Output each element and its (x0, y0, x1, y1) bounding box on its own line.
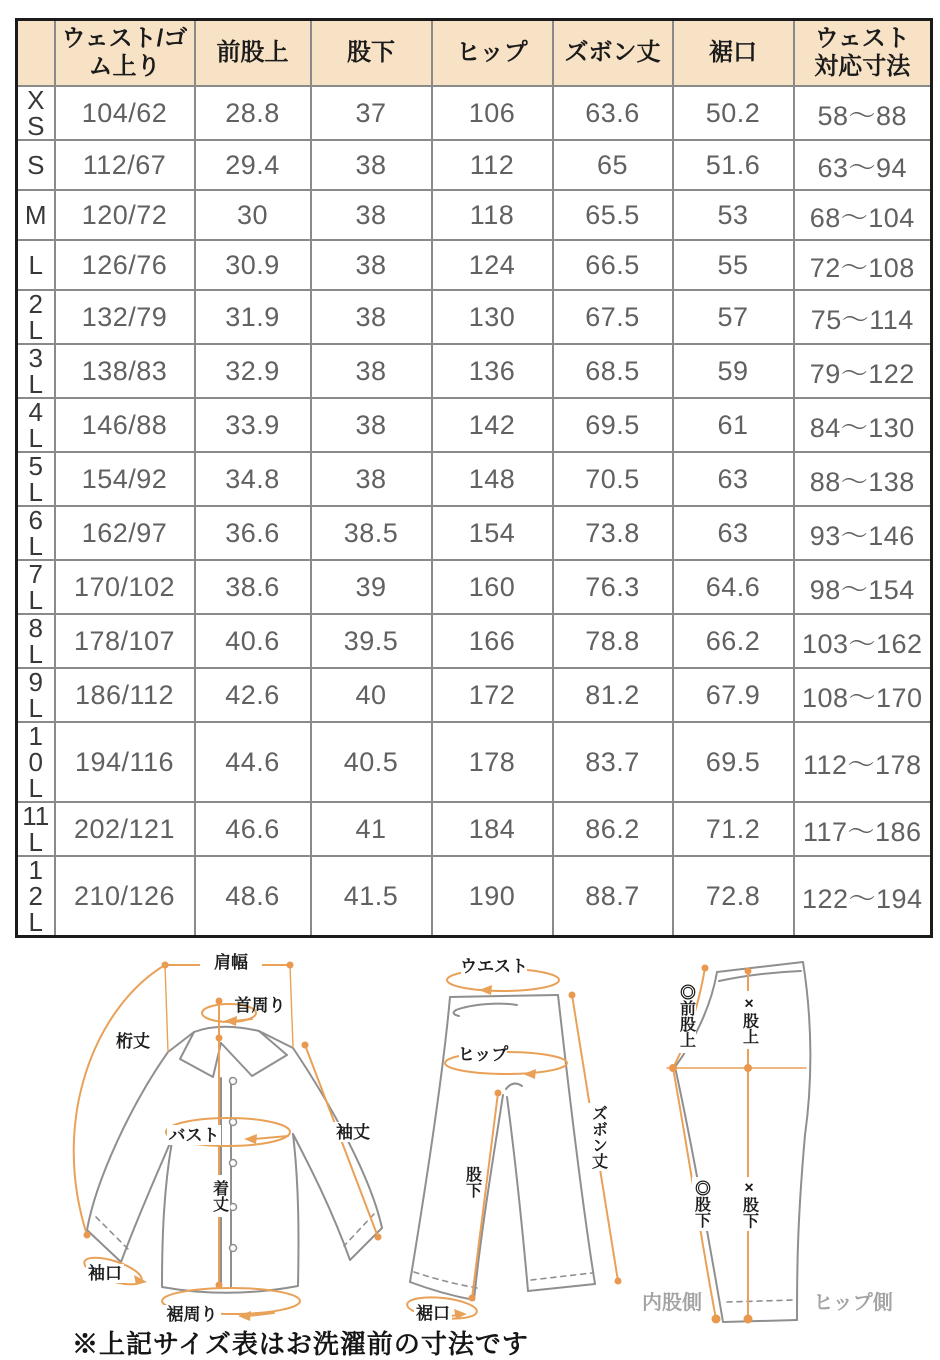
measurement-cell: 71.2 (673, 802, 794, 856)
measurement-cell: 34.8 (195, 452, 311, 506)
column-header: ウェスト/ゴム上り (55, 20, 195, 87)
corner-cell (17, 20, 55, 87)
measurement-cell: 59 (673, 344, 794, 398)
label-sleeve-length: 袖丈 (336, 1123, 370, 1142)
measurement-cell: 63〜94 (794, 140, 932, 190)
measurement-cell: 53 (673, 190, 794, 240)
label-hem-around: 裾周り (166, 1305, 218, 1324)
measurement-cell: 38 (311, 240, 432, 290)
measurement-cell: 63.6 (553, 86, 673, 140)
measurement-cell: 178 (432, 722, 553, 802)
label-hem-opening: 裾口 (416, 1304, 450, 1323)
size-label: 5L (17, 452, 55, 506)
measurement-cell: 194/116 (55, 722, 195, 802)
measurement-cell: 39.5 (311, 614, 432, 668)
measurement-cell: 120/72 (55, 190, 195, 240)
table-row (17, 614, 932, 668)
size-label: 8L (17, 614, 55, 668)
size-label: 11L (17, 802, 55, 856)
measurement-cell: 84〜130 (794, 398, 932, 452)
label-rise: ×股上 (740, 995, 758, 1045)
label-hip-side: ヒップ側 (813, 1292, 893, 1314)
size-label: 10L (17, 722, 55, 802)
measurement-cell: 202/121 (55, 802, 195, 856)
label-hip: ヒップ (457, 1045, 509, 1064)
measurement-cell: 36.6 (195, 506, 311, 560)
measurement-cell: 106 (432, 86, 553, 140)
measurement-cell: 63 (673, 506, 794, 560)
measurement-cell: 38 (311, 344, 432, 398)
measurement-cell: 38 (311, 290, 432, 344)
measurement-cell: 162/97 (55, 506, 195, 560)
measurement-cell: 117〜186 (794, 802, 932, 856)
measurement-cell: 30 (195, 190, 311, 240)
measurement-cell: 78.8 (553, 614, 673, 668)
label-inseam-back-side: ×股下 (740, 1179, 758, 1229)
measurement-cell: 28.8 (195, 86, 311, 140)
measurement-cell: 104/62 (55, 86, 195, 140)
label-inseam: 股下 (463, 1166, 481, 1198)
measurement-cell: 126/76 (55, 240, 195, 290)
measurement-cell: 69.5 (673, 722, 794, 802)
size-label: S (17, 140, 55, 190)
measurement-cell: 184 (432, 802, 553, 856)
measurement-cell: 88.7 (553, 856, 673, 937)
measurement-cell: 38.6 (195, 560, 311, 614)
size-label: M (17, 190, 55, 240)
measurement-cell: 37 (311, 86, 432, 140)
measurement-cell: 124 (432, 240, 553, 290)
measurement-cell: 138/83 (55, 344, 195, 398)
label-cuff: 袖口 (88, 1264, 122, 1283)
measurement-cell: 154/92 (55, 452, 195, 506)
measurement-cell: 172 (432, 668, 553, 722)
measurement-cell: 130 (432, 290, 553, 344)
measurement-cell: 29.4 (195, 140, 311, 190)
measurement-cell: 63 (673, 452, 794, 506)
measurement-cell: 69.5 (553, 398, 673, 452)
measurement-cell: 68〜104 (794, 190, 932, 240)
label-pants-length: ズボン丈 (589, 1105, 607, 1169)
measurement-cell: 57 (673, 290, 794, 344)
measurement-cell: 75〜114 (794, 290, 932, 344)
measurement-cell: 67.9 (673, 668, 794, 722)
label-bust: バスト (168, 1126, 220, 1145)
measurement-cell: 160 (432, 560, 553, 614)
measurement-cell: 166 (432, 614, 553, 668)
measurement-cell: 170/102 (55, 560, 195, 614)
table-row (17, 344, 932, 398)
measurement-cell: 48.6 (195, 856, 311, 937)
measurement-cell: 65.5 (553, 190, 673, 240)
measurement-cell: 39 (311, 560, 432, 614)
measurement-cell: 83.7 (553, 722, 673, 802)
table-row (17, 86, 932, 140)
header-row (17, 20, 932, 87)
table-row (17, 722, 932, 802)
measurement-cell: 64.6 (673, 560, 794, 614)
table-row (17, 802, 932, 856)
pants-front-outline (410, 995, 595, 1300)
measurement-cell: 41 (311, 802, 432, 856)
measurement-cell: 154 (432, 506, 553, 560)
table-row (17, 190, 932, 240)
measurement-cell: 72.8 (673, 856, 794, 937)
measurement-cell: 46.6 (195, 802, 311, 856)
measurement-cell: 136 (432, 344, 553, 398)
label-inner-thigh-side: 内股側 (642, 1292, 702, 1314)
size-label: L (17, 240, 55, 290)
size-label: 6L (17, 506, 55, 560)
measurement-cell: 146/88 (55, 398, 195, 452)
measurement-cell: 76.3 (553, 560, 673, 614)
measurement-cell: 88〜138 (794, 452, 932, 506)
label-front-rise: ◎前股上 (677, 984, 695, 1048)
label-waist: ウエスト (460, 957, 528, 976)
measurement-cell: 61 (673, 398, 794, 452)
pants-side-diagram (642, 962, 893, 1324)
size-label: XS (17, 86, 55, 140)
size-label: 12L (17, 856, 55, 937)
label-neck: 首周り (234, 996, 286, 1015)
size-label: 4L (17, 398, 55, 452)
measurement-cell: 190 (432, 856, 553, 937)
measurement-cell: 30.9 (195, 240, 311, 290)
measurement-cell: 72〜108 (794, 240, 932, 290)
label-shoulder-width: 肩幅 (214, 953, 248, 972)
column-header: ヒップ (432, 20, 553, 87)
size-table (15, 18, 933, 938)
measurement-cell: 70.5 (553, 452, 673, 506)
label-inseam-front-side: ◎股下 (692, 1180, 710, 1228)
measurement-cell: 38 (311, 452, 432, 506)
table-row (17, 506, 932, 560)
table-row (17, 856, 932, 937)
measurement-cell: 73.8 (553, 506, 673, 560)
measurement-cell: 81.2 (553, 668, 673, 722)
measurement-cell: 142 (432, 398, 553, 452)
measurement-cell: 86.2 (553, 802, 673, 856)
measurement-cell: 50.2 (673, 86, 794, 140)
measurement-cell: 103〜162 (794, 614, 932, 668)
pants-front-diagram (406, 956, 621, 1323)
measurement-cell: 186/112 (55, 668, 195, 722)
measurement-cell: 51.6 (673, 140, 794, 190)
measurement-cell: 40 (311, 668, 432, 722)
measurement-cell: 55 (673, 240, 794, 290)
measurement-cell: 68.5 (553, 344, 673, 398)
measurement-cell: 79〜122 (794, 344, 932, 398)
measurement-cell: 40.6 (195, 614, 311, 668)
measurement-cell: 38.5 (311, 506, 432, 560)
measurement-cell: 210/126 (55, 856, 195, 937)
size-label: 9L (17, 668, 55, 722)
measurement-cell: 42.6 (195, 668, 311, 722)
size-label: 2L (17, 290, 55, 344)
measurement-cell: 148 (432, 452, 553, 506)
measurement-cell: 58〜88 (794, 86, 932, 140)
measurement-cell: 112〜178 (794, 722, 932, 802)
measurement-cell: 132/79 (55, 290, 195, 344)
measurement-cell: 32.9 (195, 344, 311, 398)
pre-wash-note: ※上記サイズ表はお洗濯前の寸法です (72, 1329, 529, 1359)
measurement-cell: 65 (553, 140, 673, 190)
table-row (17, 290, 932, 344)
shirt-outline (87, 1027, 382, 1293)
table-row (17, 398, 932, 452)
measurement-cell: 66.2 (673, 614, 794, 668)
measurement-cell: 67.5 (553, 290, 673, 344)
shirt-diagram (74, 949, 382, 1324)
measurement-cell: 112/67 (55, 140, 195, 190)
measurement-cell: 122〜194 (794, 856, 932, 937)
measurement-cell: 178/107 (55, 614, 195, 668)
label-body-length: 着丈 (210, 1180, 228, 1212)
table-row (17, 140, 932, 190)
label-yuki-length: 桁丈 (116, 1032, 150, 1051)
size-label: 7L (17, 560, 55, 614)
measurement-cell: 38 (311, 398, 432, 452)
column-header: ウェスト対応寸法 (794, 20, 932, 87)
measurement-cell: 108〜170 (794, 668, 932, 722)
size-label: 3L (17, 344, 55, 398)
measurement-cell: 118 (432, 190, 553, 240)
measurement-cell: 41.5 (311, 856, 432, 937)
measurement-cell: 38 (311, 140, 432, 190)
measurement-cell: 40.5 (311, 722, 432, 802)
measurement-cell: 44.6 (195, 722, 311, 802)
table-row (17, 668, 932, 722)
measurement-cell: 38 (311, 190, 432, 240)
measurement-cell: 66.5 (553, 240, 673, 290)
measurement-diagrams (0, 935, 940, 1360)
measurement-cell: 93〜146 (794, 506, 932, 560)
measurement-cell: 112 (432, 140, 553, 190)
measurement-cell: 98〜154 (794, 560, 932, 614)
measurement-cell: 33.9 (195, 398, 311, 452)
table-row (17, 240, 932, 290)
column-header: 裾口 (673, 20, 794, 87)
table-row (17, 560, 932, 614)
column-header: ズボン丈 (553, 20, 673, 87)
table-row (17, 452, 932, 506)
column-header: 股下 (311, 20, 432, 87)
column-header: 前股上 (195, 20, 311, 87)
measurement-cell: 31.9 (195, 290, 311, 344)
